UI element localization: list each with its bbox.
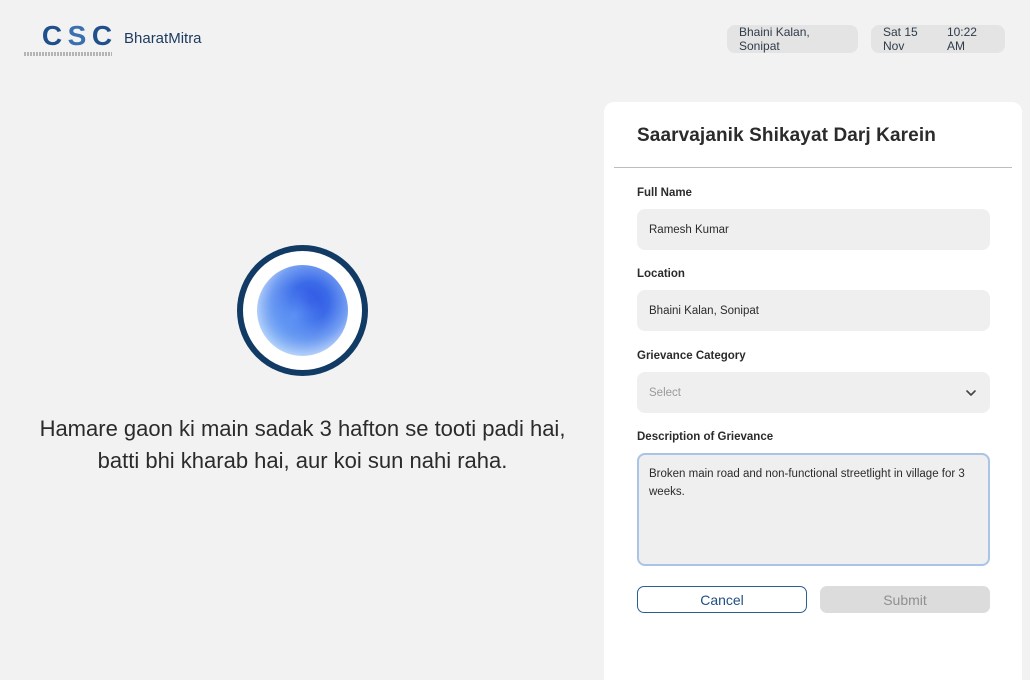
description-textarea[interactable]: [637, 453, 990, 566]
category-placeholder: Select: [649, 386, 681, 399]
category-select[interactable]: [637, 372, 990, 413]
cancel-button[interactable]: Cancel: [637, 586, 807, 613]
logo-letter-c1: C: [41, 20, 63, 51]
logo-tagline: [24, 52, 112, 56]
location-field[interactable]: [637, 290, 990, 331]
title-divider: [614, 167, 1012, 168]
location-value: Bhaini Kalan, Sonipat: [649, 304, 759, 317]
description-value: Broken main road and non-functional streetlight in village for 3 weeks.: [649, 468, 965, 498]
form-title: Saarvajanik Shikayat Darj Karein: [637, 125, 936, 146]
full-name-field[interactable]: [637, 209, 990, 250]
logo-letter-c2: C: [91, 20, 113, 51]
voice-orb-button[interactable]: [237, 245, 368, 376]
submit-button[interactable]: Submit: [820, 586, 990, 613]
datetime-pill: [871, 25, 1005, 53]
time-text: 10:22 AM: [946, 25, 977, 53]
brand-name: BharatMitra: [124, 30, 202, 47]
location-label: Location: [637, 268, 685, 280]
category-label: Grievance Category: [637, 350, 746, 362]
csc-logo: [24, 22, 114, 58]
voice-transcript: Hamare gaon ki main sadak 3 hafton se tooti padi hai, batti bhi kharab hai, aur koi sun nahi raha.: [39, 416, 566, 473]
chevron-down-icon: [964, 386, 978, 400]
logo-letter-s: S: [67, 20, 87, 51]
location-text: Bhaini Kalan, Sonipat: [739, 25, 810, 53]
voice-orb-icon: [257, 265, 348, 356]
grievance-form-panel: [604, 102, 1022, 680]
location-pill: [727, 25, 858, 53]
full-name-value: Ramesh Kumar: [649, 223, 729, 236]
description-label: Description of Grievance: [637, 431, 774, 443]
date-text: Sat 15 Nov: [883, 25, 918, 53]
full-name-label: Full Name: [637, 187, 692, 199]
